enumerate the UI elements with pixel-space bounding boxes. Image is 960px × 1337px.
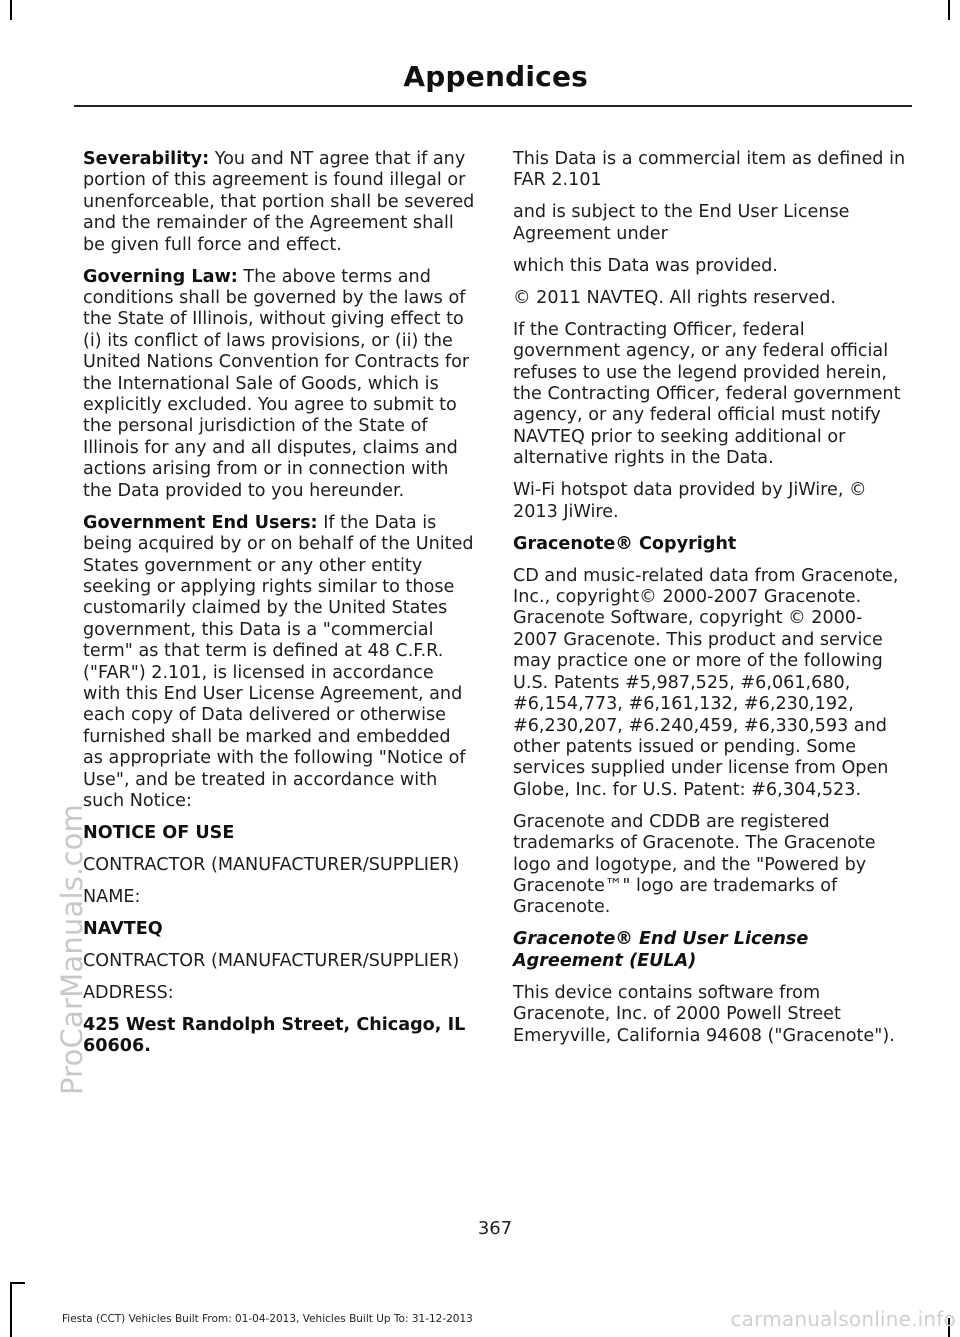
contractor-label-2: CONTRACTOR (MANUFACTURER/SUPPLIER) [83, 950, 460, 971]
severability-label: Severability: [83, 149, 210, 169]
notice-of-use-heading: NOTICE OF USE [83, 822, 235, 843]
gracenote-patents-paragraph: CD and music-related data from Gracenote, Inc., copyright© 2000-2007 Gracenote. Gracenote Software, copyright © 2000-2007 Gracenote. This product and service may practice one or more of the following U.S. Patents #5,987,525, #6,061,680, #6,154,773, #6,161,132, #6,230,192, #6,230,207, #6.240,459, #6,330,593 and other patents issued or pending. Some services supplied under license from Open Globe, Inc. for U.S. Patent: #6,304,523. [513, 565, 899, 800]
governing-law-text: The above terms and conditions shall be governed by the laws of the State of Illinois, without giving effect to (i) its conflict of laws provisions, or (ii) the United Nations Convention for Contracts for the International Sale of Goods, which is explicitly excluded. You agree to submit to the personal jurisdiction of the State of Illinois for any and all disputes, claims and actions arising from or in connection with the Data provided to you hereunder. [83, 266, 470, 501]
government-end-users-paragraph [83, 513, 475, 813]
eula-subject-paragraph: and is subject to the End User License Agreement under [513, 202, 850, 244]
severability-paragraph [83, 149, 475, 256]
data-provided-paragraph: which this Data was provided. [513, 255, 778, 276]
address-label: ADDRESS: [83, 982, 174, 1003]
gracenote-trademarks-paragraph: Gracenote and CDDB are registered trademarks of Gracenote. The Gracenote logo and logotype, and the "Powered by Gracenote™" logo are trademarks of Gracenote. [513, 811, 876, 918]
side-watermark: ProCarManuals.com [55, 804, 89, 1095]
contractor-label-1: CONTRACTOR (MANUFACTURER/SUPPLIER) [83, 854, 460, 875]
page-number: 367 [477, 1218, 513, 1239]
gracenote-device-paragraph: This device contains software from Gracenote, Inc. of 2000 Powell Street Emeryville, California 94608 ("Gracenote"). [513, 982, 895, 1046]
address-value: 425 West Randolph Street, Chicago, IL 60606. [83, 1014, 466, 1057]
governing-law-label: Governing Law: [83, 266, 238, 287]
name-label: NAME: [83, 886, 141, 907]
governing-law-paragraph [83, 267, 475, 502]
commercial-item-paragraph: This Data is a commercial item as defined in FAR 2.101 [513, 149, 906, 191]
footer-vehicle-note: Fiesta (CCT) Vehicles Built From: 01-04-2013, Vehicles Built Up To: 31-12-2013 [62, 1313, 473, 1325]
page-title: Appendices [403, 60, 588, 93]
contracting-officer-paragraph: If the Contracting Officer, federal government agency, or any federal official refuses to use the legend provided herein, the Contracting Officer, federal government agency, or any federal official must notify NAVTEQ prior to seeking additional or alternative rights in the Data. [513, 319, 901, 469]
navteq-copyright: © 2011 NAVTEQ. All rights reserved. [513, 287, 836, 308]
right-column [513, 149, 907, 1058]
crop-mark-bottom-left [10, 1282, 12, 1337]
footer-watermark: carmanualsonline.info [730, 1307, 956, 1331]
title-divider [74, 105, 912, 107]
severability-text: You and NT agree that if any portion of this agreement is found illegal or unenforceable, that portion shall be severed and the remainder of the Agreement shall be given full force and effect. [83, 149, 475, 255]
left-column [83, 149, 475, 1068]
crop-mark-bottom-left-h [10, 1282, 25, 1284]
government-end-users-text: If the Data is being acquired by or on behalf of the United States government or any other entity seeking or applying rights similar to those customarily claimed by the United States government, this Data is a "commercial term" as that term is defined at 48 C.F.R. ("FAR") 2.101, is licensed in accordance with this End User License Agreement, and each copy of Data delivered or otherwise furnished shall be marked and embedded as appropriate with the following "Notice of Use", and be treated in accordance with such Notice: [83, 512, 474, 811]
government-end-users-label: Government End Users: [83, 512, 318, 533]
gracenote-eula-heading: Gracenote® End User License Agreement (EULA) [513, 929, 809, 971]
name-value: NAVTEQ [83, 918, 163, 939]
crop-mark-top-left [10, 0, 12, 20]
jiwire-paragraph: Wi-Fi hotspot data provided by JiWire, © 2013 JiWire. [513, 480, 867, 522]
gracenote-copyright-heading: Gracenote® Copyright [513, 533, 737, 554]
crop-mark-top-right [948, 0, 950, 20]
